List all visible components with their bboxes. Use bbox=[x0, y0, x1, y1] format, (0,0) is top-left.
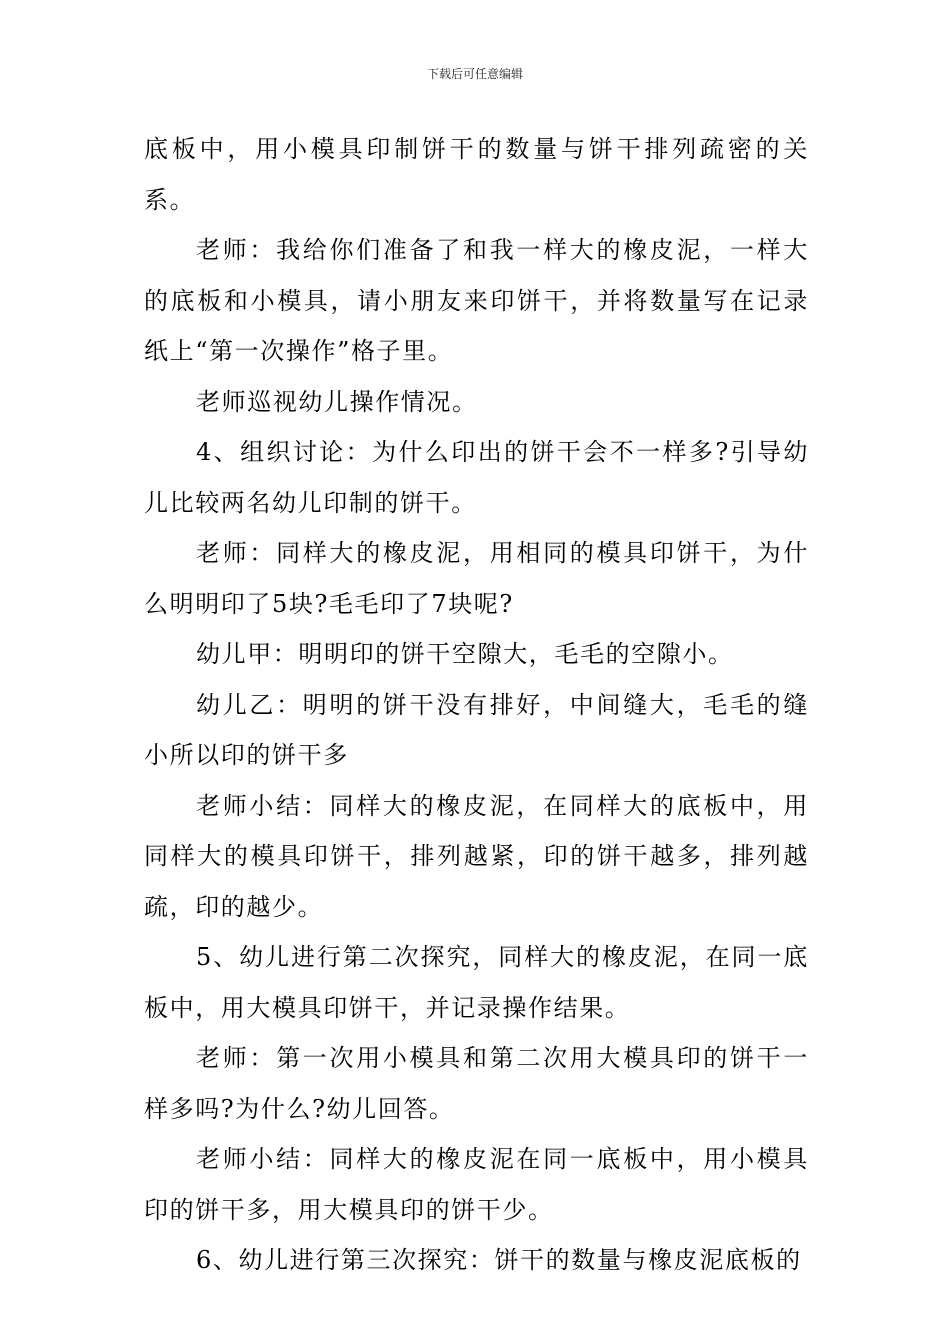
paragraph: 5、幼儿进行第二次探究，同样大的橡皮泥，在同一底板中，用大模具印饼干，并记录操作结果。 bbox=[144, 943, 809, 1022]
paragraph: 老师：同样大的橡皮泥，用相同的模具印饼干，为什么明明印了5块?毛毛印了7块呢? bbox=[144, 539, 809, 618]
paragraph: 老师：我给你们准备了和我一样大的橡皮泥，一样大的底板和小模具，请小朋友来印饼干，并将数量写在记录纸上“第一次操作”格子里。 bbox=[144, 236, 809, 365]
paragraph: 老师小结：同样大的橡皮泥，在同样大的底板中，用同样大的模具印饼干，排列越紧，印的饼干越多，排列越疏，印的越少。 bbox=[144, 791, 809, 921]
paragraph: 老师小结：同样大的橡皮泥在同一底板中，用小模具印的饼干多，用大模具印的饼干少。 bbox=[144, 1145, 809, 1224]
paragraph: 老师巡视幼儿操作情况。 bbox=[196, 387, 478, 416]
paragraph: 老师：第一次用小模具和第二次用大模具印的饼干一样多吗?为什么?幼儿回答。 bbox=[144, 1044, 809, 1123]
paragraph: 4、组织讨论：为什么印出的饼干会不一样多?引导幼儿比较两名幼儿印制的饼干。 bbox=[144, 438, 809, 517]
paragraph: 底板中，用小模具印制饼干的数量与饼干排列疏密的关系。 bbox=[144, 135, 809, 214]
paragraph: 6、幼儿进行第三次探究：饼干的数量与橡皮泥底板的 bbox=[196, 1246, 802, 1274]
page-header-note: 下载后可任意编辑 bbox=[426, 67, 523, 81]
document-body bbox=[144, 124, 809, 1286]
paragraph: 幼儿乙：明明的饼干没有排好，中间缝大，毛毛的缝小所以印的饼干多 bbox=[144, 690, 809, 769]
paragraph: 幼儿甲：明明印的饼干空隙大，毛毛的空隙小。 bbox=[196, 640, 734, 668]
